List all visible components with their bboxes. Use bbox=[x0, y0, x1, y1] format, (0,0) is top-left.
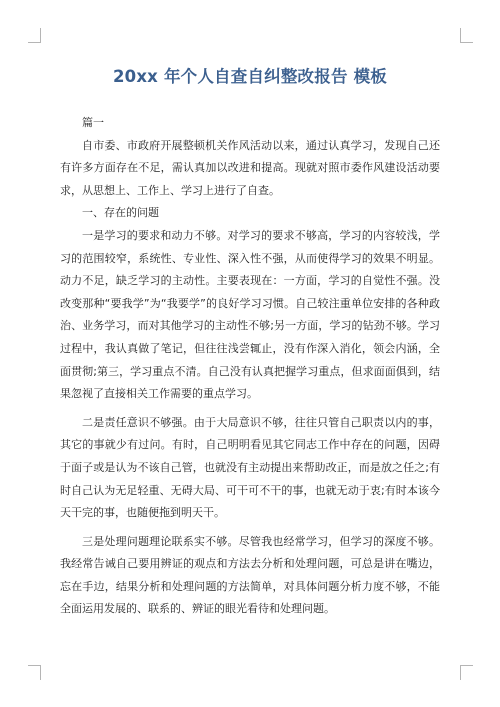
paragraph-intro: 自市委、市政府开展整顿机关作风活动以来，通过认真学习，发现自己还有许多方面存在不足，需认真加以改进和提高。现就对照市委作风建设活动要求，从思想上、工作上、学习上进行了自查。 bbox=[60, 138, 440, 197]
document-body bbox=[60, 112, 440, 621]
paragraph-practice: 三是处理问题理论联系实不够。尽管我也经常学习，但学习的深度不够。我经常告诫自己要用辨证的观点和方法去分析和处理问题，可总是讲在嘴边，忘在手边，结果分析和处理问题的方法简单，对具体问题分析力度不够，不能全面运用发展的、联系的、辨证的眼光看待和处理问题。 bbox=[60, 534, 440, 616]
paragraph-responsibility: 二是责任意识不够强。由于大局意识不够，往往只管自己职责以内的事，其它的事就少有过问。有时，自己明明看见其它同志工作中存在的问题，因碍于面子或是认为不该自己管，也就没有主动提出来帮助改正，而是放之任之;有时自己认为无足轻重、无碍大局、可干可不干的事，也就无动于衷;有时本该今天干完的事，也随便拖到明天干。 bbox=[60, 415, 440, 520]
document-title: 20xx 年个人自查自纠整改报告 模板 bbox=[112, 67, 388, 86]
heading-problems: 一、存在的问题 bbox=[82, 206, 159, 220]
crop-mark-bottom-left bbox=[28, 665, 41, 680]
section-label: 篇一 bbox=[82, 116, 104, 129]
paragraph-study: 一是学习的要求和动力不够。对学习的要求不够高，学习的内容较浅，学习的范围较窄，系统性、专业性、深入性不强，从而使得学习的效果不明显。动力不足，缺乏学习的主动性。主要表现在：一方面，学习的自觉性不强。没改变那种“要我学”为“我要学”的良好学习习惯。自己较注重单位安排的各种政治、业务学习，而对其他学习的主动性不够;另一方面，学习的钻劲不够。学习过程中，我认真做了笔记，但往往浅尝辄止，没有作深入消化，领会内涵，全面贯彻;第三，学习重点不清。自己没有认真把握学习重点，但求面面俱到，结果忽视了直接相关工作需要的重点学习。 bbox=[60, 228, 440, 401]
crop-mark-top-right bbox=[460, 28, 473, 43]
crop-mark-top-left bbox=[28, 28, 41, 43]
crop-mark-bottom-right bbox=[460, 665, 473, 680]
